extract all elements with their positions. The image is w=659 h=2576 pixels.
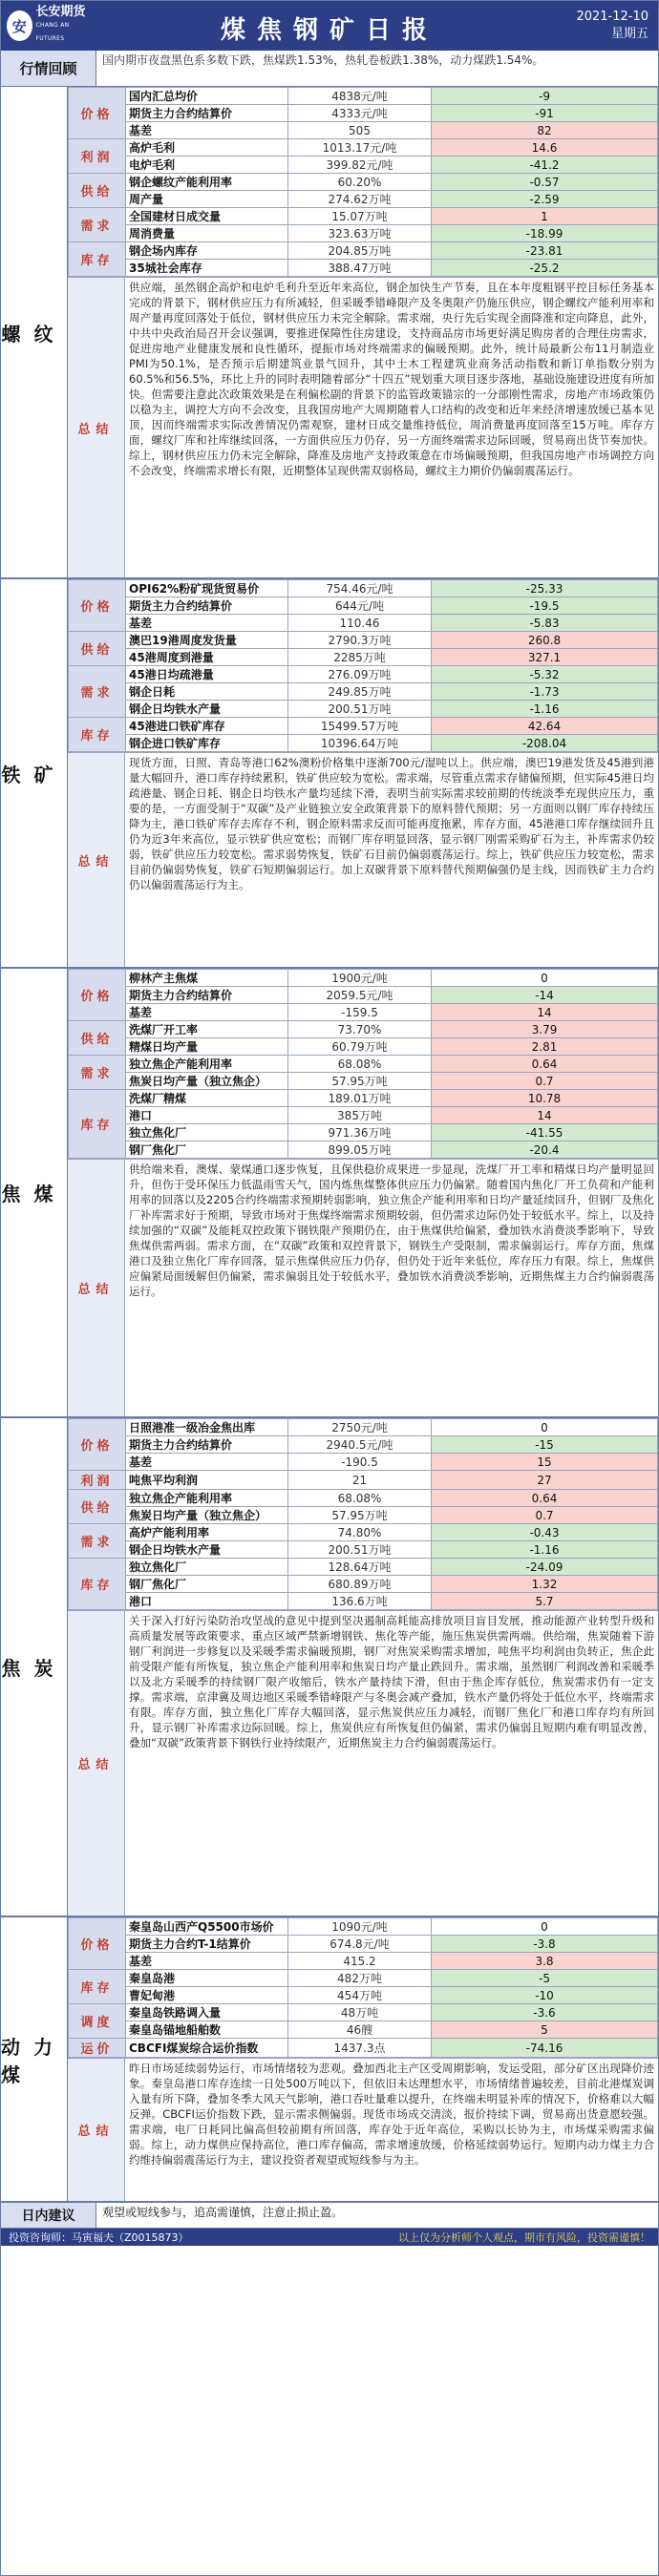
indicator-name: 曹妃甸港: [126, 1987, 288, 2004]
table-row: [69, 615, 658, 632]
suggestion-label: 日内建议: [1, 2203, 96, 2228]
table-row: [69, 1576, 658, 1593]
indicator-value: 73.70%: [288, 1021, 432, 1038]
table-row: [69, 580, 658, 597]
indicator-change: -15: [432, 1436, 658, 1454]
indicator-change: 42.64: [432, 718, 658, 735]
indicator-name: 国内汇总均价: [126, 88, 288, 105]
section-name: 焦炭: [1, 1418, 68, 1916]
summary-text: 昨日市场延续弱势运行，市场情绪较为悲观。叠加西北主产区受周期影响，发运受阻，部分矿区出现降价迹象。秦皇岛港口库存连续一日处500万吨以下，但依旧未达理想水平，市场情绪普遍较差，目前北港煤炭调入量有所下降，叠加冬季大风天气影响，港口吞吐量难以提升，在终端未明显补库的情况下，价格难以大幅反弹。CBCFI运价指数下跌，显示需求侧偏弱。现货市场成交清淡，报价持续下调，贸易商出货意愿较强。需求端，电厂日耗同比偏高但较前期有所回落，库存处于近年高位，采购以长协为主，市场煤采购需求偏弱。综上，动力煤供应保持高位，港口库存偏高，需求增速放缓，价格延续弱势运行。短期内动力煤主力合约维持偏弱震荡运行为主，建议投资者观望或短线参与为主。: [129, 2062, 654, 2167]
indicator-name: 洗煤厂精煤: [126, 1090, 288, 1107]
indicator-name: 基差: [126, 615, 288, 632]
indicator-value: 385万吨: [288, 1107, 432, 1124]
analyst-credit: 投资咨询师：马寅福夫（Z0015873）: [9, 2231, 189, 2244]
table-row: [69, 987, 658, 1004]
indicator-change: -10: [432, 1987, 658, 2004]
table-row: [69, 1593, 658, 1610]
indicator-change: 0.64: [432, 1490, 658, 1507]
indicator-name: 基差: [126, 1454, 288, 1471]
indicator-value: 2059.5元/吨: [288, 987, 432, 1004]
indicator-name: 45港进口铁矿库存: [126, 718, 288, 735]
summary-text: 现货方面，日照、青岛等港口62%澳粉价格集中逐渐700元/湿吨以上。供应端，澳巴19港发货及45港到港量大幅回升，港口库存持续累积，铁矿供应较为宽松。需求端，尽管重点需求存储偏预期，但实际45港日均疏港量、钢企日耗、钢企日均铁水产量均延续下滑，表明当前实际需求较前期的传统淡季充现供应压力，重要的是，一方面受制于“双碳”及产业链独立安全政策背景下的原料替代预期；另一方面则以钢厂库存持续压降为主，港口铁矿库存去库存不利，钢企原料需求反而可能再度拖累，库存方面，45港港口库存继续回升且仍为近3年来高位，显示铁矿供应宽松；而钢厂库存明显回落，显示钢厂刚需采购矿石为主，补库需求仍较弱，铁矿供应压力较宽松。需求弱势恢复，铁矿石目前仍偏弱震荡运行。综上，铁矿供应压力较宽松，需求目前仍偏弱势恢复，铁矿石短期偏弱运行。加上双碳背景下原料替代预期偏强仍是主线，因而铁矿主力合约仍以偏弱震荡运行为主。: [129, 756, 654, 891]
summary-text: 供应端，虽然钢企高炉和电炉毛利升至近年来高位，钢企加快生产节奏，且在本年度粗钢平控目标任务基本完成的背景下，钢材供应压力有所减轻，但采暖季错峰限产及冬奥限产仍施压供应，钢企螺纹产能利用率和周产量再度回落处于低位，钢材供应压力未完全解除。需求端，央行先后实现全面降准和定向降息，此外，中共中央政治局召开会议强调，要推进保障性住房建设，支持商品房市场更好满足购房者的合理住房需求，促进房地产业健康发展和良性循环，提振市场对终端需求的偏暖预期。此外，统计局最新公布11月制造业PMI为50.1%，是否预示后期建筑业景气回升，其中土木工程建筑业商务活动指数和新订单指数分别为60.5%和56.5%，环比上升的同时表明随着部分“十四五”规划重大项目逐步落地，基础设施建设进度有所加快。但需要注意此次政策效果是在利偏松副的背景下的监管政策锚宗的一分部刚性需求，房地产市场政策仍以稳为主，调控大方向不会改变，且我国房地产大周期随着人口结构的改变和近年来经济增速放缓已基本见顶，因而终端需求实际改善情况仍需观察，建材日成交量维持低位，周消费量再度回落至15万吨。库存方面，螺纹厂库和社库继续回落，一方面供应压力仍存，另一方面终端需求边际回暖，贸易商出货节奏加快。综上，钢材供应压力仍未完全解除，降准及房地产支持政策意在市场偏暖预期，但我国房地产市场调控方向不会改变，终端需求增长有限，近期整体呈现供需双弱格局，螺纹主力期价仍偏弱震荡运行。: [129, 281, 654, 477]
table-row: [69, 1021, 658, 1038]
table-row: [69, 122, 658, 139]
indicator-name: 澳巴19港周度发货量: [126, 632, 288, 649]
indicator-value: 249.85万吨: [288, 683, 432, 701]
indicator-name: 钢企日均铁水产量: [126, 1541, 288, 1559]
indicator-value: 454万吨: [288, 1987, 432, 2004]
section-0: [1, 87, 658, 579]
indicator-change: 27: [432, 1471, 658, 1490]
section-summary: [68, 1610, 658, 1916]
category-cell: 价格: [69, 970, 126, 1021]
section-name: 焦煤: [1, 969, 68, 1416]
indicator-change: 5.7: [432, 1593, 658, 1610]
indicator-change: 1.32: [432, 1576, 658, 1593]
indicator-name: 秦皇岛山西产Q5500市场价: [126, 1918, 288, 1936]
category-cell: 供给: [69, 1021, 126, 1056]
table-row: [69, 1970, 658, 1987]
indicator-change: -3.8: [432, 1936, 658, 1953]
indicator-name: 全国建材日成交量: [126, 208, 288, 225]
table-row: [69, 242, 658, 260]
table-row: [69, 1107, 658, 1124]
indicator-change: -2.59: [432, 191, 658, 208]
report-footer: [1, 2229, 658, 2246]
indicator-table: [68, 1917, 658, 2058]
indicator-name: 独立焦化厂: [126, 1124, 288, 1141]
table-row: [69, 1918, 658, 1936]
table-row: [69, 1471, 658, 1490]
section-name: 动力煤: [1, 1917, 68, 2201]
indicator-name: 焦炭日均产量（独立焦企）: [126, 1507, 288, 1524]
indicator-name: 高炉产能利用率: [126, 1524, 288, 1541]
indicator-name: 35城社会库存: [126, 260, 288, 277]
indicator-value: 1013.17元/吨: [288, 139, 432, 157]
indicator-value: 674.8元/吨: [288, 1936, 432, 1953]
indicator-name: 钢企进口铁矿库存: [126, 735, 288, 752]
table-row: [69, 970, 658, 987]
section-name: 铁矿: [1, 579, 68, 967]
indicator-change: 0.7: [432, 1507, 658, 1524]
indicator-value: 2940.5元/吨: [288, 1436, 432, 1454]
indicator-change: -5: [432, 1970, 658, 1987]
table-row: [69, 632, 658, 649]
table-row: [69, 735, 658, 752]
indicator-change: -20.4: [432, 1141, 658, 1159]
indicator-value: 110.46: [288, 615, 432, 632]
indicator-value: 57.95万吨: [288, 1073, 432, 1090]
indicator-change: -5.32: [432, 666, 658, 683]
commodity-sections: [1, 87, 658, 2203]
category-cell: 供给: [69, 174, 126, 208]
indicator-name: 钢企螺纹产能利用率: [126, 174, 288, 191]
category-cell: 库存: [69, 242, 126, 277]
table-row: [69, 260, 658, 277]
indicator-value: 48万吨: [288, 2004, 432, 2021]
table-row: [69, 1056, 658, 1073]
indicator-value: 2750元/吨: [288, 1419, 432, 1436]
market-review-text: 国内期市夜盘黑色系多数下跌，焦煤跌1.53%，热轧卷板跌1.38%，动力煤跌1.54%。: [102, 53, 544, 67]
date-value: 2021-12-10: [576, 10, 648, 24]
indicator-change: -0.57: [432, 174, 658, 191]
category-cell: 库存: [69, 1090, 126, 1159]
indicator-table: [68, 579, 658, 752]
suggestion-text: 观望或短线参与，追高需谨慎，注意止损止盈。: [102, 2206, 344, 2219]
indicator-change: -14: [432, 987, 658, 1004]
indicator-name: 日照港准一级冶金焦出库: [126, 1419, 288, 1436]
market-review-label: 行情回顾: [1, 51, 96, 86]
indicator-change: -1.16: [432, 701, 658, 718]
indicator-value: 204.85万吨: [288, 242, 432, 260]
indicator-name: 钢企场内库存: [126, 242, 288, 260]
table-row: [69, 649, 658, 666]
indicator-change: 14: [432, 1004, 658, 1021]
summary-label: 总结: [68, 753, 125, 967]
indicator-value: 1900元/吨: [288, 970, 432, 987]
table-row: [69, 2039, 658, 2058]
table-row: [69, 718, 658, 735]
table-row: [69, 701, 658, 718]
summary-label: 总结: [68, 1160, 125, 1416]
indicator-change: -91: [432, 105, 658, 122]
category-cell: 价格: [69, 580, 126, 632]
indicator-name: 独立焦化厂: [126, 1559, 288, 1576]
table-row: [69, 1524, 658, 1541]
table-row: [69, 1454, 658, 1471]
indicator-name: OPI62%粉矿现货贸易价: [126, 580, 288, 597]
indicator-change: -25.33: [432, 580, 658, 597]
indicator-value: 128.64万吨: [288, 1559, 432, 1576]
indicator-name: 期货主力合约结算价: [126, 987, 288, 1004]
indicator-name: 洗煤厂开工率: [126, 1021, 288, 1038]
section-body: [68, 1418, 658, 1916]
indicator-name: 周产量: [126, 191, 288, 208]
table-row: [69, 174, 658, 191]
table-row: [69, 1507, 658, 1524]
table-row: [69, 1141, 658, 1159]
indicator-name: 吨焦平均利润: [126, 1471, 288, 1490]
category-cell: 需求: [69, 208, 126, 242]
indicator-name: 秦皇岛锚地船舶数: [126, 2021, 288, 2039]
indicator-value: 482万吨: [288, 1970, 432, 1987]
table-row: [69, 1073, 658, 1090]
indicator-name: 独立焦企产能利用率: [126, 1490, 288, 1507]
logo-mark: 安: [7, 10, 32, 41]
indicator-name: 钢企日耗: [126, 683, 288, 701]
indicator-change: 0.64: [432, 1056, 658, 1073]
table-row: [69, 1490, 658, 1507]
indicator-value: 60.79万吨: [288, 1038, 432, 1056]
table-row: [69, 105, 658, 122]
indicator-name: 基差: [126, 1004, 288, 1021]
indicator-change: -23.81: [432, 242, 658, 260]
indicator-change: 0: [432, 970, 658, 987]
indicator-value: 680.89万吨: [288, 1576, 432, 1593]
table-row: [69, 1541, 658, 1559]
indicator-value: 4333元/吨: [288, 105, 432, 122]
section-summary: [68, 752, 658, 967]
category-cell: 利润: [69, 1471, 126, 1490]
indicator-value: 21: [288, 1471, 432, 1490]
category-cell: 需求: [69, 666, 126, 718]
table-row: [69, 1038, 658, 1056]
category-cell: 供给: [69, 1490, 126, 1524]
section-body: [68, 969, 658, 1416]
indicator-change: -24.09: [432, 1559, 658, 1576]
summary-label: 总结: [68, 2059, 125, 2201]
category-cell: 需求: [69, 1524, 126, 1559]
table-row: [69, 1436, 658, 1454]
table-row: [69, 2004, 658, 2021]
indicator-name: 焦炭日均产量（独立焦企）: [126, 1073, 288, 1090]
indicator-value: 200.51万吨: [288, 1541, 432, 1559]
section-body: [68, 87, 658, 577]
indicator-value: 505: [288, 122, 432, 139]
table-row: [69, 139, 658, 157]
section-summary: [68, 2058, 658, 2201]
category-cell: 库存: [69, 718, 126, 752]
indicator-name: 高炉毛利: [126, 139, 288, 157]
indicator-change: -1.16: [432, 1541, 658, 1559]
table-row: [69, 157, 658, 174]
indicator-table: [68, 969, 658, 1159]
summary-label: 总结: [68, 1611, 125, 1916]
report-title: 煤焦钢矿日报: [220, 16, 438, 45]
indicator-value: 4838元/吨: [288, 88, 432, 105]
table-row: [69, 1090, 658, 1107]
indicator-change: 1: [432, 208, 658, 225]
indicator-change: 3.79: [432, 1021, 658, 1038]
section-summary: [68, 1159, 658, 1416]
category-cell: 库存: [69, 1559, 126, 1610]
indicator-name: 精煤日均产量: [126, 1038, 288, 1056]
indicator-value: 15499.57万吨: [288, 718, 432, 735]
table-row: [69, 191, 658, 208]
indicator-change: -25.2: [432, 260, 658, 277]
indicator-change: -1.73: [432, 683, 658, 701]
logo-name-en: CHANG AN FUTURES: [35, 22, 70, 42]
indicator-name: 电炉毛利: [126, 157, 288, 174]
indicator-name: 港口: [126, 1107, 288, 1124]
risk-disclaimer: 以上仅为分析师个人观点，期市有风险，投资需谨慎！: [398, 2231, 650, 2244]
indicator-table: [68, 1418, 658, 1610]
indicator-change: -19.5: [432, 597, 658, 615]
table-row: [69, 1004, 658, 1021]
indicator-name: 周消费量: [126, 225, 288, 242]
indicator-value: 274.62万吨: [288, 191, 432, 208]
table-row: [69, 225, 658, 242]
indicator-change: -0.43: [432, 1524, 658, 1541]
category-cell: 运价: [69, 2039, 126, 2058]
indicator-value: 15.07万吨: [288, 208, 432, 225]
summary-text: 关于深入打好污染防治攻坚战的意见中提到坚决遏制高耗能高排放项目盲目发展，推动能源产业转型升级和高质量发展等政策要求，重点区域严禁新增钢铁、焦化等产能，施压焦炭供需两端。供给端，焦炭随着下游钢厂利润进一步修复以及采暖季需求偏暖预期，钢厂对焦炭采购需求增加，吨焦平均利润由负转正，焦企此前受限产能有所恢复，独立焦企产能利用率和焦炭日均产量止跌回升。需求端，虽然钢厂利润改善和采暖季以及北方采暖季的持续钢厂限产收缩后，铁水产量持续下滑，但由于焦企库存低位，焦炭需求仍有一定支撑。需求端，京津冀及周边地区采暖季错峰限产与冬奥会减产叠加，铁水产量仍将处于低位水平，终端需求有限。库存方面，独立焦化厂库存大幅回落，显示焦炭供应压力减轻，而钢厂焦化厂和港口库存均有所回升，显示钢厂补库需求边际回暖。综上，焦炭供应有所恢复但仍偏紧，需求仍偏弱且短期内难有明显改善，叠加“双碳”政策背景下钢铁行业持续限产，近期焦炭主力合约偏弱震荡运行。: [129, 1614, 654, 1749]
indicator-value: 1090元/吨: [288, 1918, 432, 1936]
indicator-value: 644元/吨: [288, 597, 432, 615]
category-cell: 价格: [69, 88, 126, 139]
indicator-value: 68.08%: [288, 1056, 432, 1073]
indicator-name: 45港日均疏港量: [126, 666, 288, 683]
indicator-change: -3.6: [432, 2004, 658, 2021]
indicator-value: 388.47万吨: [288, 260, 432, 277]
summary-label: 总结: [68, 278, 125, 577]
indicator-change: -41.2: [432, 157, 658, 174]
indicator-name: 期货主力合约T-1结算价: [126, 1936, 288, 1953]
category-cell: 价格: [69, 1419, 126, 1471]
indicator-value: 60.20%: [288, 174, 432, 191]
indicator-name: 柳林产主焦煤: [126, 970, 288, 987]
category-cell: 需求: [69, 1056, 126, 1090]
indicator-name: 期货主力合约结算价: [126, 597, 288, 615]
indicator-change: 0: [432, 1918, 658, 1936]
indicator-value: 57.95万吨: [288, 1507, 432, 1524]
category-cell: 供给: [69, 632, 126, 666]
indicator-value: 10396.64万吨: [288, 735, 432, 752]
indicator-name: 钢企日均铁水产量: [126, 701, 288, 718]
category-cell: 利润: [69, 139, 126, 174]
indicator-change: 260.8: [432, 632, 658, 649]
indicator-value: 2285万吨: [288, 649, 432, 666]
indicator-name: 期货主力合约结算价: [126, 1436, 288, 1454]
table-row: [69, 597, 658, 615]
indicator-value: 754.46元/吨: [288, 580, 432, 597]
indicator-change: -5.83: [432, 615, 658, 632]
indicator-change: 0.7: [432, 1073, 658, 1090]
section-body: [68, 1917, 658, 2201]
indicator-change: 0: [432, 1419, 658, 1436]
category-cell: 价格: [69, 1918, 126, 1970]
indicator-change: -208.04: [432, 735, 658, 752]
indicator-name: 秦皇岛铁路调入量: [126, 2004, 288, 2021]
indicator-value: 415.2: [288, 1953, 432, 1970]
indicator-change: 10.78: [432, 1090, 658, 1107]
indicator-value: 971.36万吨: [288, 1124, 432, 1141]
section-3: [1, 1418, 658, 1917]
section-body: [68, 579, 658, 967]
indicator-name: 钢厂焦化厂: [126, 1576, 288, 1593]
weekday-value: 星期五: [610, 27, 648, 41]
indicator-table: [68, 87, 658, 277]
market-review: [1, 51, 658, 87]
table-row: [69, 1419, 658, 1436]
table-row: [69, 208, 658, 225]
report-date: [576, 9, 648, 43]
indicator-name: 基差: [126, 1953, 288, 1970]
section-name: 螺纹: [1, 87, 68, 577]
indicator-change: 2.81: [432, 1038, 658, 1056]
table-row: [69, 1936, 658, 1953]
section-2: [1, 969, 658, 1418]
table-row: [69, 88, 658, 105]
indicator-value: -159.5: [288, 1004, 432, 1021]
table-row: [69, 1953, 658, 1970]
intraday-suggestion: [1, 2203, 658, 2229]
indicator-change: 14: [432, 1107, 658, 1124]
indicator-value: 2790.3万吨: [288, 632, 432, 649]
indicator-value: 46艘: [288, 2021, 432, 2039]
section-summary: [68, 277, 658, 577]
indicator-name: 45港周度到港量: [126, 649, 288, 666]
report-header: [1, 1, 658, 51]
table-row: [69, 1124, 658, 1141]
logo-name-cn: 长安期货: [35, 5, 86, 19]
table-row: [69, 666, 658, 683]
table-row: [69, 1987, 658, 2004]
indicator-change: 3.8: [432, 1953, 658, 1970]
table-row: [69, 2021, 658, 2039]
category-cell: 库存: [69, 1970, 126, 2004]
indicator-name: CBCFI煤炭综合运价指数: [126, 2039, 288, 2058]
indicator-value: 74.80%: [288, 1524, 432, 1541]
summary-text: 供给端来看，澳煤、蒙煤通口逐步恢复，且保供稳价成果进一步显现，洗煤厂开工率和精煤日均产量明显回升，但伤于受环保压力低温雨雪天气，国内炼焦煤整体供应压力仍偏紧。随着国内焦化厂开工负荷和产能利用率的回落以及2205合约终端需求预期转弱影响，独立焦企产能利用率和日均产量延续回升，但钢厂及焦化厂补库需求好于预期，导致市场对于焦煤终端需求预期较弱，但仍需求边际仍处于较低水平。综上，以及持续加强的“双碳”及能耗双控政策下钢铁限产预期仍在，由于焦煤供给偏紧，叠加铁水消费淡季影响下，导致焦煤供需两弱。需求方面，在“双碳”政策和双控背景下，钢铁生产受限制，需求偏弱运行。库存方面，焦煤港口及独立焦化厂库存回落，显示焦煤供应压力仍存，但仍处于近年来低位，库存压力有限。综上，焦煤供应偏紧局面缓解但仍偏紧，需求偏弱且处于较低水平，叠加铁水消费淡季影响，近期焦煤主力合约偏弱震荡运行。: [129, 1162, 654, 1298]
indicator-value: 323.63万吨: [288, 225, 432, 242]
indicator-name: 基差: [126, 122, 288, 139]
indicator-name: 独立焦企产能利用率: [126, 1056, 288, 1073]
indicator-change: -41.55: [432, 1124, 658, 1141]
indicator-name: 港口: [126, 1593, 288, 1610]
section-1: [1, 579, 658, 969]
indicator-change: 5: [432, 2021, 658, 2039]
indicator-change: 14.6: [432, 139, 658, 157]
indicator-change: 15: [432, 1454, 658, 1471]
indicator-value: 136.6万吨: [288, 1593, 432, 1610]
indicator-change: -18.99: [432, 225, 658, 242]
indicator-value: 200.51万吨: [288, 701, 432, 718]
indicator-value: 68.08%: [288, 1490, 432, 1507]
indicator-name: 秦皇岛港: [126, 1970, 288, 1987]
indicator-value: 189.01万吨: [288, 1090, 432, 1107]
indicator-change: 82: [432, 122, 658, 139]
indicator-value: -190.5: [288, 1454, 432, 1471]
indicator-change: 327.1: [432, 649, 658, 666]
indicator-value: 276.09万吨: [288, 666, 432, 683]
indicator-name: 钢厂焦化厂: [126, 1141, 288, 1159]
indicator-value: 899.05万吨: [288, 1141, 432, 1159]
table-row: [69, 683, 658, 701]
table-row: [69, 1559, 658, 1576]
indicator-name: 期货主力合约结算价: [126, 105, 288, 122]
section-4: [1, 1917, 658, 2203]
indicator-value: 399.82元/吨: [288, 157, 432, 174]
indicator-change: -9: [432, 88, 658, 105]
indicator-value: 1437.3点: [288, 2039, 432, 2058]
indicator-change: -74.16: [432, 2039, 658, 2058]
category-cell: 调度: [69, 2004, 126, 2039]
